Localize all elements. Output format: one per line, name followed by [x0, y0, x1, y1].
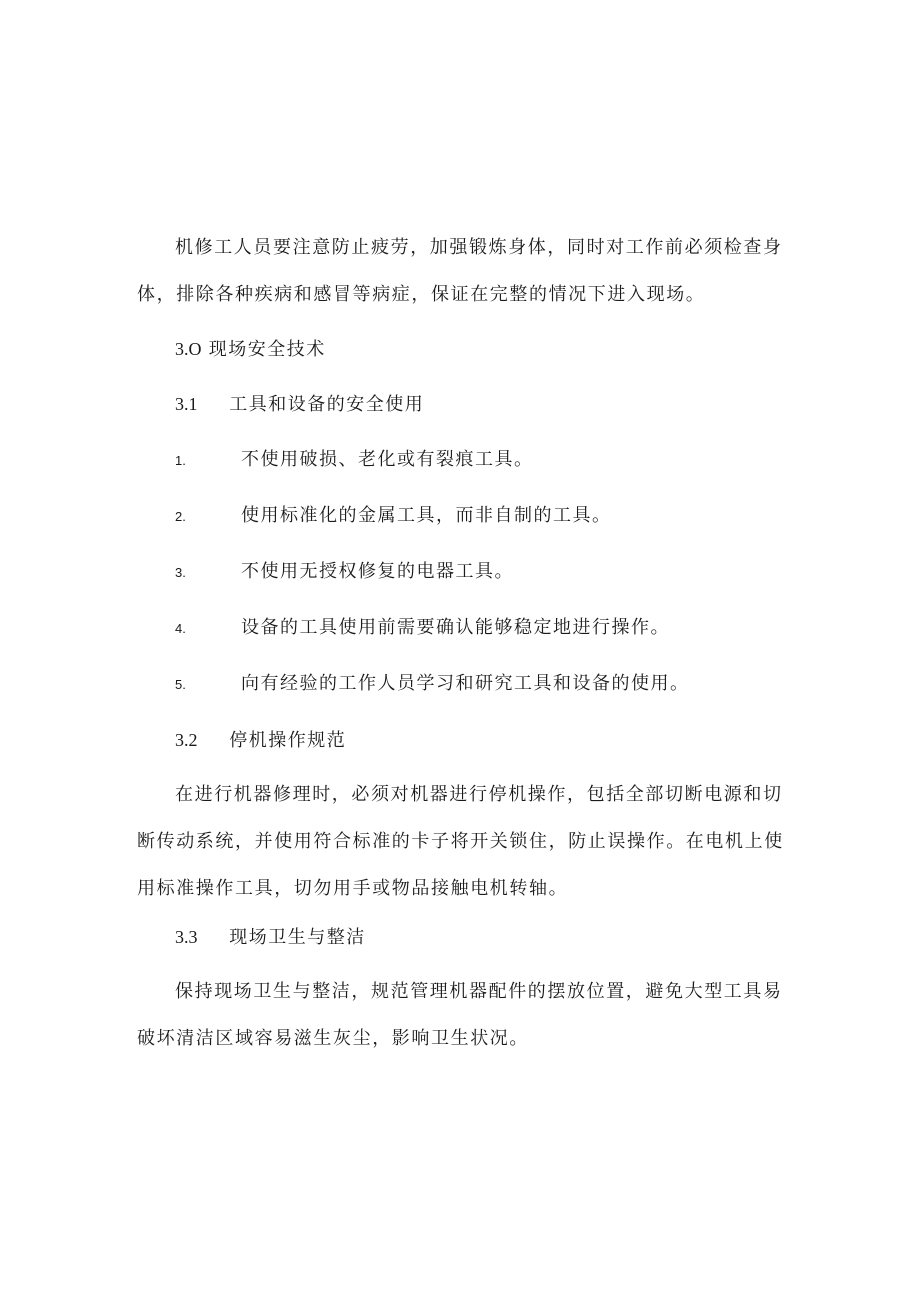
subsection-number: 3.2	[175, 730, 198, 750]
section-number: 3.O	[175, 339, 202, 359]
subsection-heading-2	[175, 725, 346, 756]
subsection-heading-1	[175, 389, 424, 420]
subsection-number: 3.1	[175, 394, 198, 414]
list-item-text: 向有经验的工作人员学习和研究工具和设备的使用。	[241, 673, 690, 694]
list-item-number: 5.	[175, 677, 186, 692]
subsection-title: 停机操作规范	[229, 730, 347, 751]
section-title: 现场安全技术	[208, 339, 326, 360]
list-item-number: 4.	[175, 621, 186, 636]
subsection-title: 现场卫生与整洁	[229, 927, 366, 948]
section-heading	[175, 334, 326, 365]
subsection-title: 工具和设备的安全使用	[229, 394, 425, 415]
list-item-number: 1.	[175, 453, 186, 468]
subsection-number: 3.3	[175, 927, 198, 947]
list-item-text: 使用标准化的金属工具，而非自制的工具。	[241, 505, 612, 526]
shutdown-paragraph: 在进行机器修理时，必须对机器进行停机操作，包括全部切断电源和切断传动系统，并使用符合标准的卡子将开关锁住，防止误操作。在电机上使用标准操作工具，切勿用手或物品接触电机转轴。	[137, 784, 784, 899]
list-item-number: 3.	[175, 565, 186, 580]
list-item-number: 2.	[175, 509, 186, 524]
subsection-heading-3	[175, 922, 366, 953]
list-item-text: 不使用无授权修复的电器工具。	[241, 561, 514, 582]
hygiene-paragraph: 保持现场卫生与整洁，规范管理机器配件的摆放位置，避免大型工具易破坏清洁区域容易滋生灰尘，影响卫生状况。	[137, 981, 783, 1049]
list-item-text: 不使用破损、老化或有裂痕工具。	[241, 449, 534, 470]
list-item-text: 设备的工具使用前需要确认能够稳定地进行操作。	[241, 617, 670, 638]
intro-paragraph: 机修工人员要注意防止疲劳，加强锻炼身体，同时对工作前必须检查身体，排除各种疾病和感冒等病症，保证在完整的情况下进入现场。	[137, 237, 783, 305]
